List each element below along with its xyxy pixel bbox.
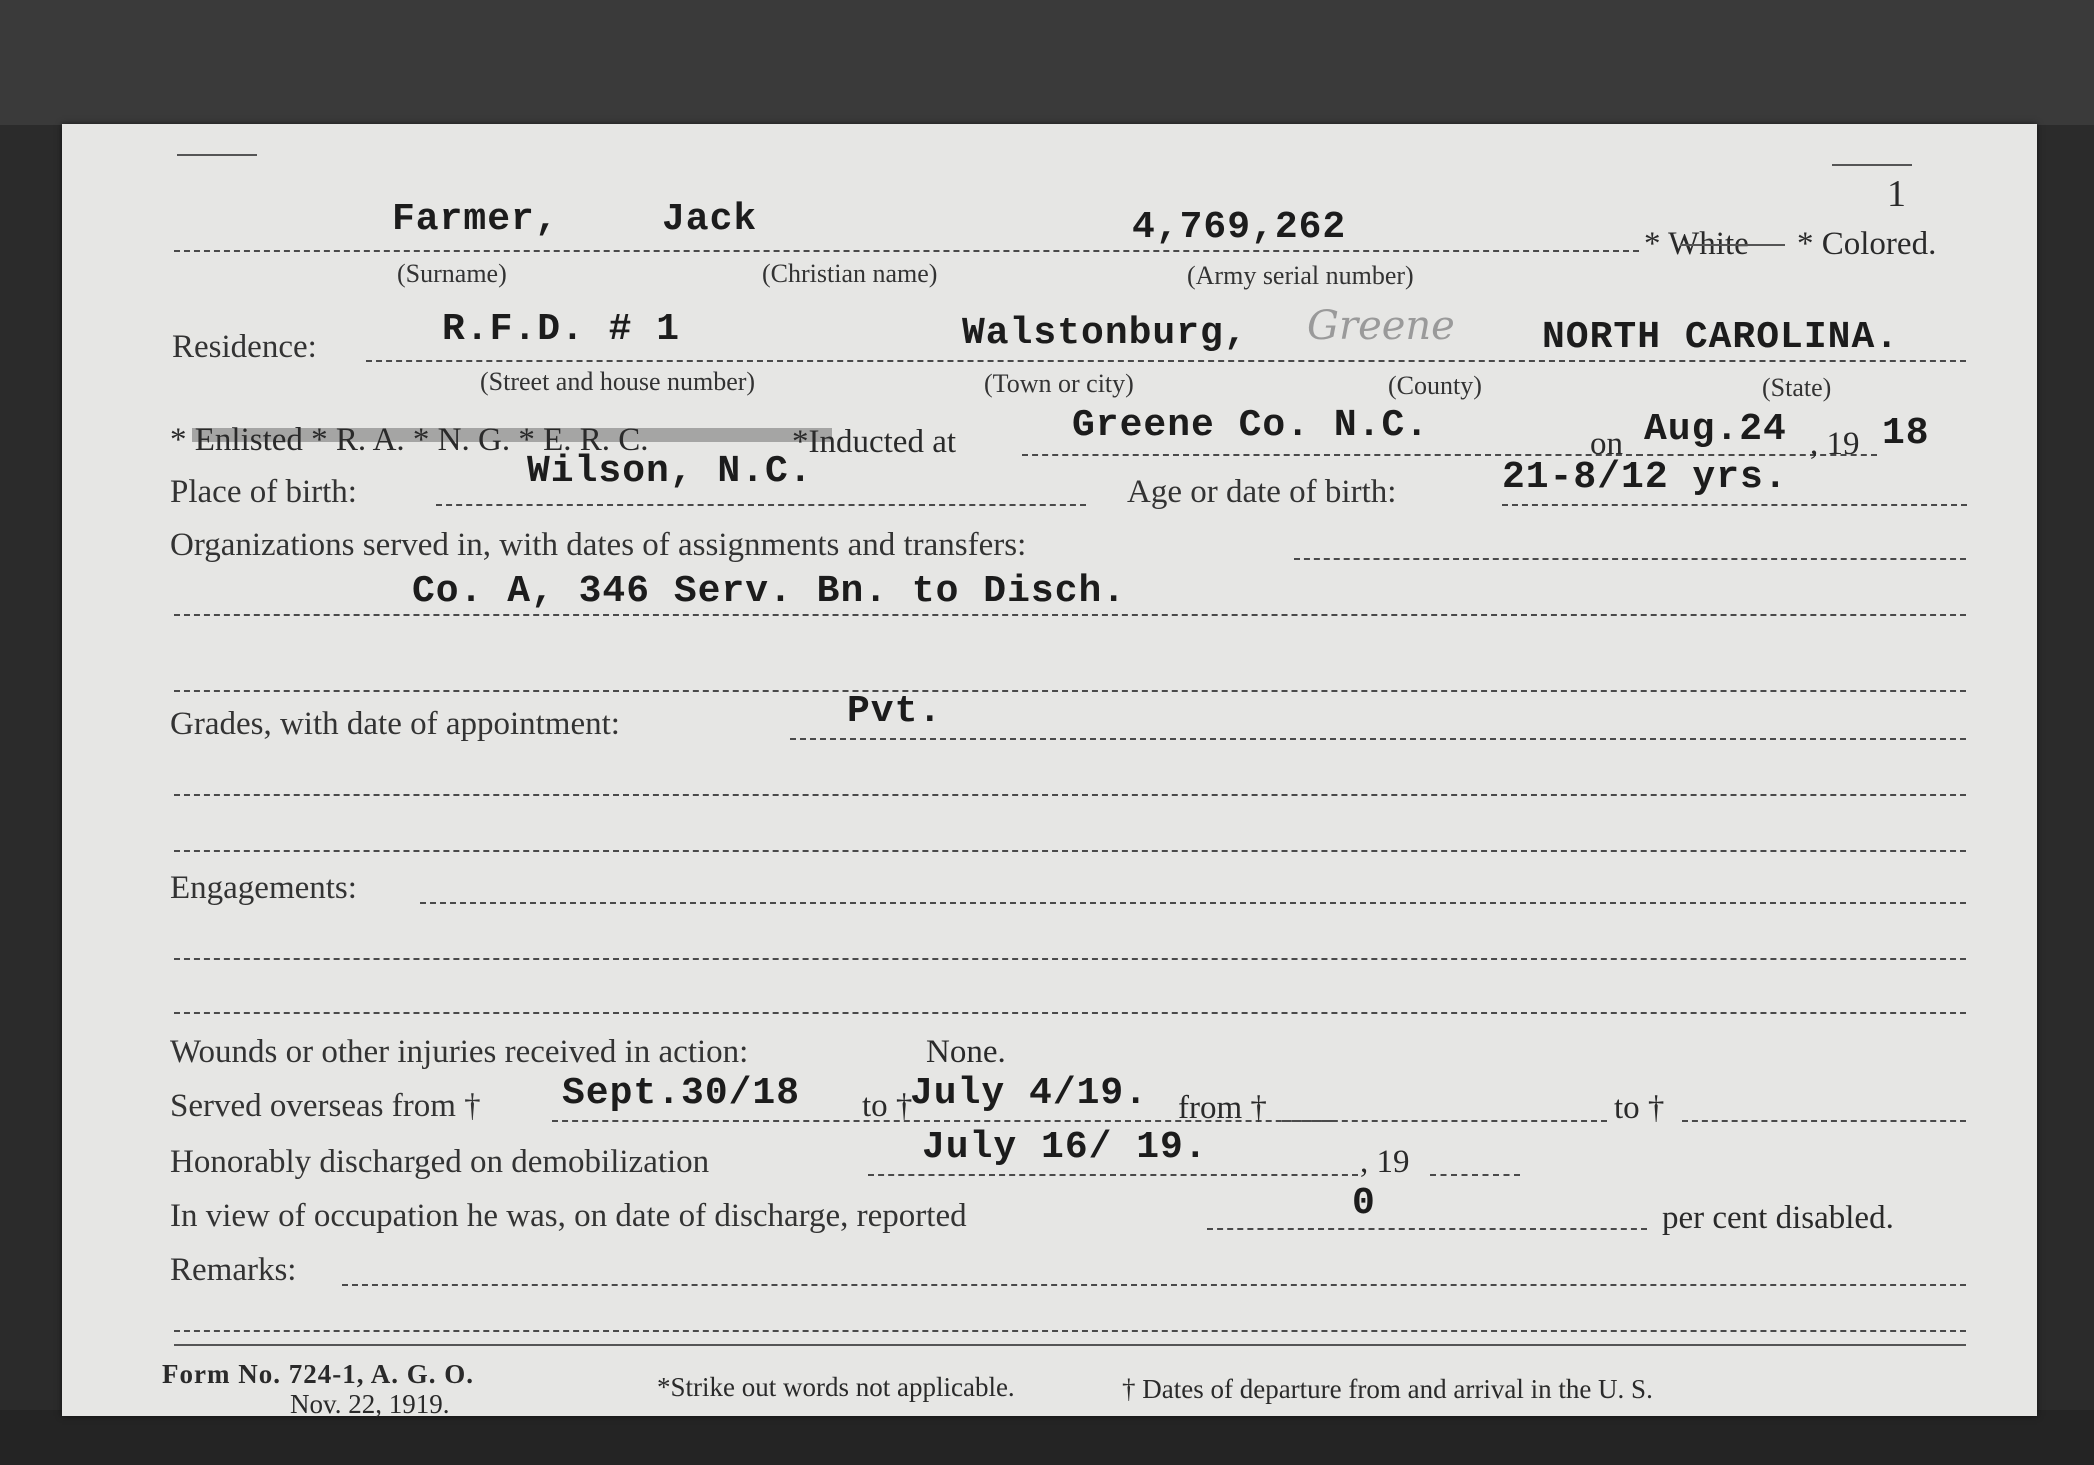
residence-street: R.F.D. # 1	[442, 308, 681, 351]
overseas-to: July 4/19.	[910, 1072, 1149, 1115]
year-prefix: , 19	[1810, 426, 1860, 462]
engagements-line-3	[174, 1012, 1966, 1014]
birth-place-line	[436, 504, 1086, 506]
race-colored: * Colored.	[1797, 226, 1937, 262]
residence-state: NORTH CAROLINA.	[1542, 316, 1900, 359]
engagements-line-1	[420, 902, 1966, 904]
race-white: * White	[1644, 226, 1749, 262]
caption-surname: (Surname)	[397, 259, 507, 288]
wounds-label: Wounds or other injuries received in action:	[170, 1034, 749, 1070]
service-record-card	[62, 124, 2037, 1419]
discharge-label: Honorably discharged on demobilization	[170, 1144, 710, 1180]
disability-label: In view of occupation he was, on date of discharge, reported	[170, 1198, 967, 1234]
remarks-line-2	[174, 1330, 1966, 1332]
grades-line-3	[174, 850, 1966, 852]
discharge-value: July 16/ 19.	[922, 1126, 1208, 1169]
organizations-line-1	[1294, 558, 1966, 560]
christian-name-value: Jack	[662, 198, 758, 241]
residence-town: Walstonburg,	[962, 312, 1248, 355]
card-number: 1	[1887, 173, 1906, 215]
residence-county: Greene	[1307, 303, 1455, 349]
organizations-value: Co. A, 346 Serv. Bn. to Disch.	[412, 570, 1127, 613]
enlisted-options: * Enlisted * R. A. * N. G. * E. R. C.	[170, 422, 649, 458]
engagements-line-2	[174, 958, 1966, 960]
overseas-to2-label: to †	[1614, 1090, 1665, 1126]
age-line	[1502, 504, 1967, 506]
inducted-year: 18	[1882, 412, 1930, 455]
overseas-label: Served overseas from †	[170, 1088, 481, 1124]
overseas-to-label: to †	[862, 1088, 913, 1124]
caption-state: (State)	[1762, 373, 1832, 402]
disability-line	[1207, 1228, 1647, 1230]
overseas-from: Sept.30/18	[562, 1072, 801, 1115]
caption-christian: (Christian name)	[762, 259, 938, 288]
form-date: Nov. 22, 1919.	[290, 1389, 450, 1419]
caption-county: (County)	[1388, 371, 1482, 400]
discharge-year-line	[1430, 1174, 1520, 1176]
residence-label: Residence:	[172, 329, 317, 365]
remarks-label: Remarks:	[170, 1252, 297, 1288]
serial-number-value: 4,769,262	[1132, 206, 1347, 249]
wounds-value: None.	[926, 1034, 1006, 1070]
footer-rule	[174, 1344, 1966, 1346]
grades-label: Grades, with date of appointment:	[170, 706, 620, 742]
disability-suffix: per cent disabled.	[1662, 1200, 1894, 1236]
organizations-line-2	[174, 614, 1966, 616]
inducted-date: Aug.24	[1644, 408, 1787, 451]
race-white-strike	[1680, 244, 1785, 246]
organizations-label: Organizations served in, with dates of assignments and transfers:	[170, 527, 1027, 563]
form-number: Form No. 724-1, A. G. O.	[162, 1359, 474, 1389]
organizations-line-3	[174, 690, 1966, 692]
overseas-line-3	[1682, 1120, 1966, 1122]
residence-line	[366, 360, 1966, 362]
age-value: 21-8/12 yrs.	[1502, 456, 1788, 499]
caption-street: (Street and house number)	[480, 367, 756, 396]
age-label: Age or date of birth:	[1127, 474, 1397, 510]
caption-serial: (Army serial number)	[1187, 261, 1414, 290]
overseas-line-2	[1282, 1120, 1607, 1122]
on-label: on	[1590, 426, 1623, 462]
remarks-line-1	[342, 1284, 1966, 1286]
footnote-dates: † Dates of departure from and arrival in the U. S.	[1122, 1374, 1653, 1404]
footnote-strike: *Strike out words not applicable.	[657, 1372, 1015, 1402]
discharge-year-label: , 19	[1360, 1144, 1410, 1180]
caption-town: (Town or city)	[984, 369, 1134, 398]
corner-rule-left	[177, 154, 257, 156]
birth-place-label: Place of birth:	[170, 474, 357, 510]
grades-line-1	[790, 738, 1966, 740]
inducted-place: Greene Co. N.C.	[1072, 404, 1430, 447]
engagements-label: Engagements:	[170, 870, 357, 906]
overseas-from2-label: from †	[1178, 1090, 1267, 1126]
scan-background-top	[0, 0, 2094, 125]
corner-rule-right	[1832, 164, 1912, 166]
disability-value: 0	[1352, 1182, 1376, 1225]
grades-line-2	[174, 794, 1966, 796]
surname-value: Farmer,	[392, 198, 559, 241]
name-line	[174, 250, 1639, 252]
discharge-line	[868, 1174, 1358, 1176]
birth-place-value: Wilson, N.C.	[527, 450, 813, 493]
inducted-label: *Inducted at	[792, 424, 957, 460]
grades-value: Pvt.	[847, 690, 943, 733]
